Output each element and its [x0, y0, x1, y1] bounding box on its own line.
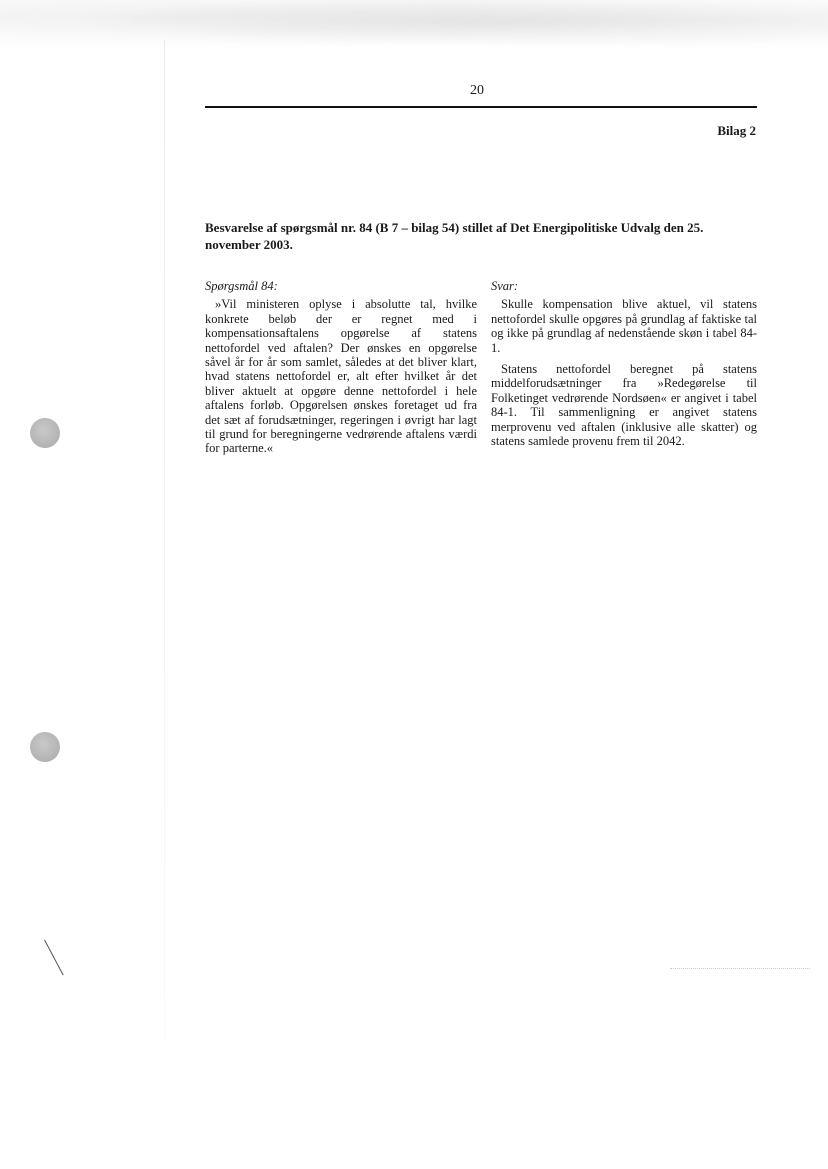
- answer-column: [491, 279, 757, 448]
- punch-hole-icon: [30, 732, 60, 762]
- answer-paragraph: Statens nettofordel beregnet på statens middelforudsætninger fra »Redegørelse til Folketinget vedrørende Nordsøen« er angivet i tabel 84-1. Til sammenligning er angivet statens merprovenu ved aftalen (inklusive alle skatter) og statens samlede provenu frem til 2042.: [491, 362, 757, 449]
- scan-dots: [670, 968, 810, 970]
- page-number: 20: [470, 83, 484, 98]
- question-text: »Vil ministeren oplyse i absolutte tal, hvilke konkrete beløb der er regnet med i kompensationsaftalens opgørelse af statens nettofordel ved aftalen? Der ønskes en opgørelse såvel år for år som samlet, således at det bliver klart, hvad statens nettofordel er, alt efter hvilket år det bliver aktuelt at opgøre denne nettofordel i hele aftalens forløb. Opgørelsen ønskes foretaget ud fra det sæt af forudsætninger, regeringen i øvrigt har lagt til grund for beregningerne vedrørende aftalens værdi for parterne.«: [205, 297, 477, 456]
- punch-hole-icon: [30, 418, 60, 448]
- appendix-label: Bilag 2: [717, 123, 756, 138]
- header-rule: [205, 106, 757, 108]
- binding-margin-line: [164, 40, 165, 1040]
- scan-mark: [44, 940, 64, 976]
- answer-paragraph: Skulle kompensation blive aktuel, vil statens nettofordel skulle opgøres på grundlag af faktiske tal og ikke på grundlag af nedenstående skøn i tabel 84-1.: [491, 297, 757, 355]
- question-heading: Spørgsmål 84:: [205, 279, 278, 293]
- answer-heading: Svar:: [491, 279, 519, 293]
- question-column: [205, 279, 477, 456]
- scan-noise: [0, 0, 828, 55]
- document-title: Besvarelse af spørgsmål nr. 84 (B 7 – bilag 54) stillet af Det Energipolitiske Udvalg den 25. november 2003.: [205, 220, 704, 252]
